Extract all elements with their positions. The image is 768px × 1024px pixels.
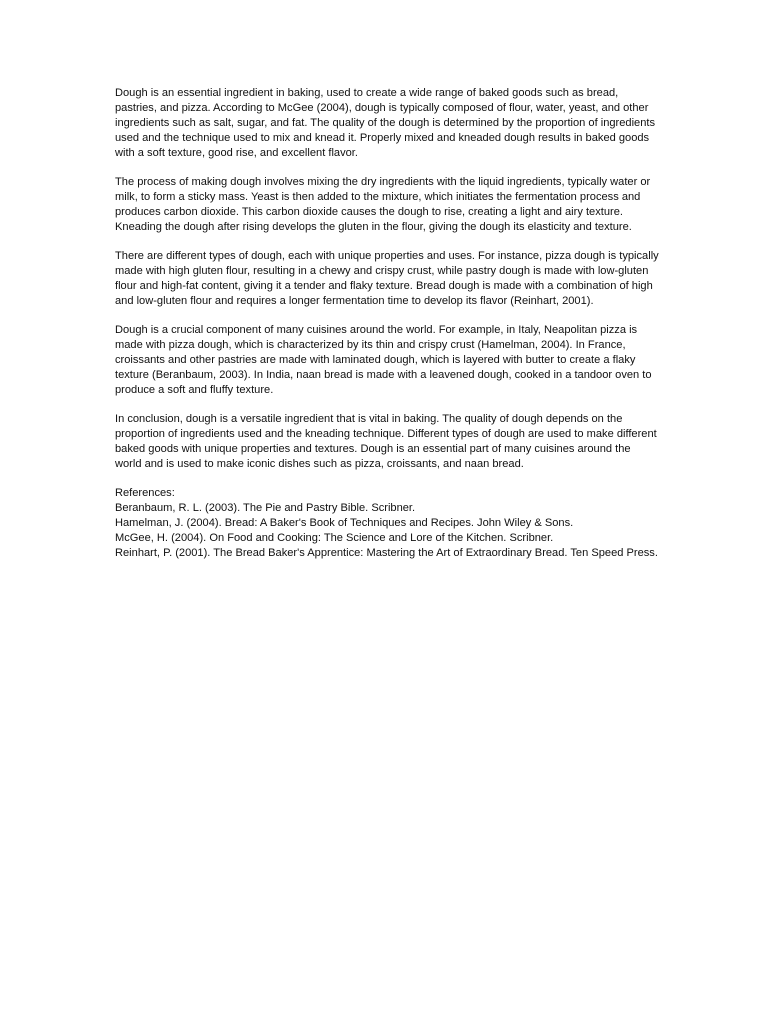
paragraph-cuisines: Dough is a crucial component of many cuisines around the world. For example, in Italy, Neapolitan pizza is made with pizza dough, which is characterized by its thin and crispy crust (Hamelman, 2004). In France, croissants and other pastries are made with laminated dough, which is layered with butter to create a flaky texture (Beranbaum, 2003). In India, naan bread is made with a leavened dough, cooked in a tandoor oven to produce a soft and fluffy texture. [115,324,652,396]
references-heading: References: [115,487,175,499]
reference-item: Reinhart, P. (2001). The Bread Baker's Apprentice: Mastering the Art of Extraordinary Bread. Ten Speed Press. [115,547,658,559]
paragraph-intro: Dough is an essential ingredient in baking, used to create a wide range of baked goods such as bread, pastries, and pizza. According to McGee (2004), dough is typically composed of flour, water, yeast, and other ingredients such as salt, sugar, and fat. The quality of the dough is determined by the proportion of ingredients used and the technique used to mix and knead it. Properly mixed and kneaded dough results in baked goods with a soft texture, good rise, and excellent flavor. [115,87,656,159]
references-section [115,486,660,561]
reference-item: Hamelman, J. (2004). Bread: A Baker's Book of Techniques and Recipes. John Wiley & Sons. [115,517,574,529]
reference-item: McGee, H. (2004). On Food and Cooking: The Science and Lore of the Kitchen. Scribner. [115,532,554,544]
paragraph-types: There are different types of dough, each with unique properties and uses. For instance, pizza dough is typically made with high gluten flour, resulting in a chewy and crispy crust, while pastry dough is made with low-gluten flour and high-fat content, giving it a tender and flaky texture. Bread dough is made with a combination of high and low-gluten flour and requires a longer fermentation time to develop its flavor (Reinhart, 2001). [115,250,659,307]
document-page [115,86,660,561]
paragraph-process: The process of making dough involves mixing the dry ingredients with the liquid ingredients, typically water or milk, to form a sticky mass. Yeast is then added to the mixture, which initiates the fermentation process and produces carbon dioxide. This carbon dioxide causes the dough to rise, creating a light and airy texture. Kneading the dough after rising develops the gluten in the flour, giving the dough its elasticity and texture. [115,176,651,233]
reference-item: Beranbaum, R. L. (2003). The Pie and Pastry Bible. Scribner. [115,502,416,514]
paragraph-conclusion: In conclusion, dough is a versatile ingredient that is vital in baking. The quality of dough depends on the proportion of ingredients used and the kneading technique. Different types of dough are used to make different baked goods with unique properties and textures. Dough is an essential part of many cuisines around the world and is used to make iconic dishes such as pizza, croissants, and naan bread. [115,413,657,470]
